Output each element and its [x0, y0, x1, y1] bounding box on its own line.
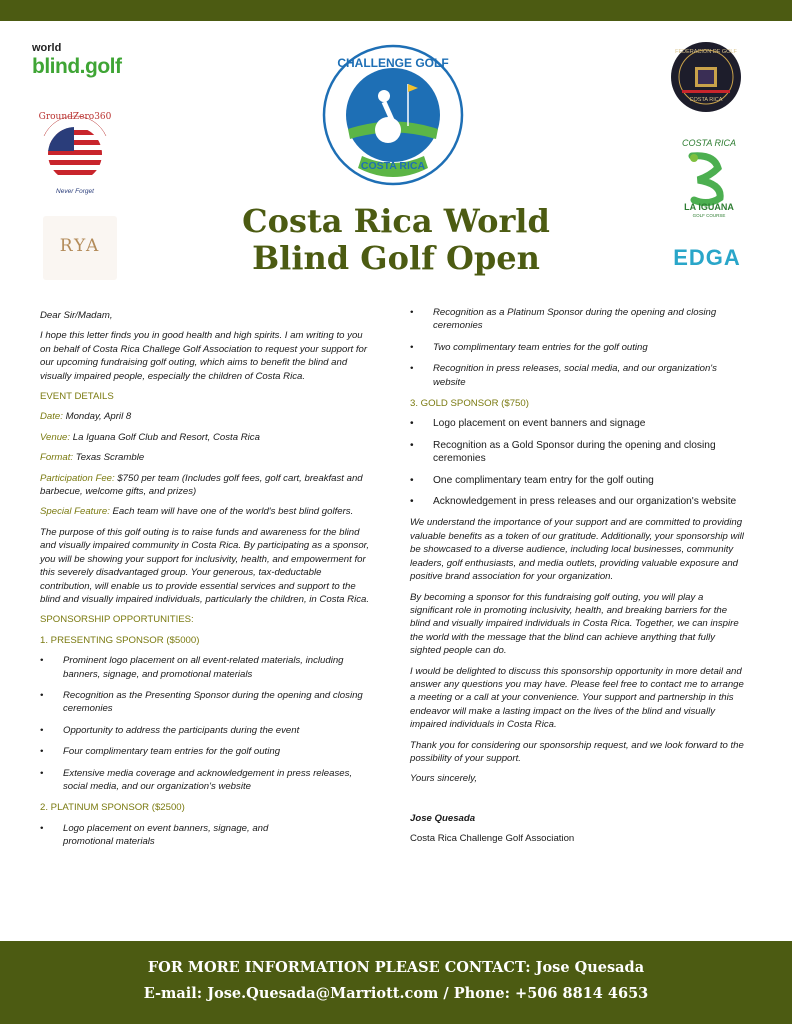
platinum-benefits-list-right	[410, 306, 744, 389]
thanks-paragraph: Thank you for considering our sponsorship request, and we look forward to the possibility of your support.	[410, 739, 744, 764]
list-item: • Logo placement on event banners, signage, and promotional materials	[40, 822, 293, 849]
platinum-benefits-list-left	[40, 822, 372, 849]
presenting-benefits-list	[40, 654, 372, 793]
importance-paragraph: We understand the importance of your support and are committed to providing valuable benefits as a token of our gratitude. Additionally, your sponsorship will be showcased to a diverse audience, including local businesses, community leaders, golf enthusiasts, and media outlets, providing valuable exposure and positive brand association for your organization.	[410, 517, 744, 583]
venue-value: La Iguana Golf Club and Resort, Costa Rica	[72, 431, 260, 443]
list-item: • Recognition in press releases, social media, and our organization's website	[410, 362, 744, 389]
list-item: • Recognition as a Gold Sponsor during the opening and closing ceremonies	[410, 439, 744, 466]
list-item: • Logo placement on event banners and signage	[410, 417, 744, 430]
signer-org: Costa Rica Challenge Golf Association	[410, 833, 575, 845]
la-iguana-sub: GOLF COURSE	[692, 213, 726, 218]
rya-logo-text: RYA	[59, 236, 101, 256]
logo-arc-text: GroundZero360	[38, 112, 112, 122]
title-line-2: Blind Golf Open	[252, 239, 540, 277]
list-item: • Extensive media coverage and acknowledgement in press releases, social media, and our organization's website	[40, 767, 372, 794]
top-banner	[0, 0, 792, 21]
feature-label: Special Feature:	[40, 506, 110, 518]
platinum-sponsor-heading: 2. PLATINUM SPONSOR ($2500)	[40, 802, 185, 814]
date-label: Date:	[40, 411, 63, 423]
intro-paragraph: I hope this letter finds you in good health and high spirits. I am writing to you on behalf of Costa Rica Challege Golf Association to request your support for our upcoming fundraising golf outing, which aims to benefit the blind and visually impaired people, especially the children of Costa Rica.	[40, 330, 368, 382]
presenting-sponsor-heading: 1. PRESENTING SPONSOR ($5000)	[40, 634, 200, 646]
federacion-top-text: FEDERACION DE GOLF	[675, 49, 737, 55]
title-line-1: Costa Rica World	[242, 202, 550, 240]
event-date	[40, 410, 372, 423]
event-fee	[40, 472, 372, 499]
footer-email-phone-line: E-mail: Jose.Quesada@Marriott.com / Phone: +506 8814 4653	[143, 985, 649, 1002]
iguana-icon	[668, 148, 750, 208]
contact-footer	[0, 941, 792, 1024]
gold-benefits-list	[410, 417, 744, 508]
fee-label: Participation Fee:	[40, 472, 115, 484]
salutation: Dear Sir/Madam,	[40, 310, 113, 321]
la-iguana-logo	[668, 134, 750, 222]
la-iguana-name: LA IGUANA	[684, 202, 734, 212]
challenge-golf-top-text: CHALLENGE GOLF	[337, 56, 449, 70]
event-details-heading: EVENT DETAILS	[40, 391, 114, 403]
venue-label: Venue:	[40, 431, 71, 443]
feature-value: Each team will have one of the world's best blind golfers.	[112, 506, 354, 518]
format-label: Format:	[40, 452, 74, 464]
list-item: • Acknowledgement in press releases and our organization's website	[410, 495, 744, 508]
left-column	[40, 309, 372, 857]
format-value: Texas Scramble	[75, 452, 145, 464]
list-item: • Prominent logo placement on all event-related materials, including banners, signage, and promotional materials	[40, 654, 372, 681]
impact-paragraph: By becoming a sponsor for this fundraising golf outing, you will play a significant role in promoting inclusivity, health, and breaking barriers for the blind and visually impaired individuals in Costa Rica. Together, we can inspire the world with the message that the blind can achieve anything that fully sighted people can do.	[410, 591, 739, 657]
event-format	[40, 451, 372, 464]
world-blind-golf-logo	[32, 42, 152, 86]
signer-name: Jose Quesada	[410, 812, 476, 824]
footer-contact-line: FOR MORE INFORMATION PLEASE CONTACT: Jose Quesada	[147, 959, 645, 976]
date-value: Monday, April 8	[65, 411, 132, 423]
federacion-bottom-text: COSTA RICA	[689, 97, 723, 103]
logo-tagline: Never Forget	[56, 188, 94, 195]
list-item: • One complimentary team entry for the golf outing	[410, 474, 744, 487]
la-iguana-top-text: COSTA RICA	[681, 138, 736, 148]
page-title	[200, 203, 592, 277]
groundzero360-logo	[30, 108, 120, 200]
contact-paragraph: I would be delighted to discuss this sponsorship opportunity in more detail and answer any questions you may have. Please feel free to contact me to arrange a meeting or a call at your convenience. Your support and partnership in this endeavor will make a lasting impact on the lives of the blind and visually impaired individuals in Costa Rica.	[410, 665, 744, 731]
list-item: • Opportunity to address the participants during the event	[40, 724, 372, 737]
sponsorship-heading: SPONSORSHIP OPPORTUNITIES:	[40, 614, 194, 626]
list-item: • Four complimentary team entries for the golf outing	[40, 745, 372, 758]
logo-small-text: world	[32, 42, 62, 54]
closing: Yours sincerely,	[410, 773, 478, 785]
federacion-golf-logo	[668, 40, 744, 114]
logo-big-text: blind.golf	[32, 55, 122, 78]
right-column	[410, 306, 744, 853]
event-feature	[40, 505, 372, 518]
rya-logo	[43, 216, 117, 280]
edga-logo: EDGA	[673, 245, 741, 270]
gold-sponsor-heading: 3. GOLD SPONSOR ($750)	[410, 398, 529, 410]
list-item: • Two complimentary team entries for the golf outing	[410, 341, 744, 354]
event-venue	[40, 431, 372, 444]
list-item: • Recognition as the Presenting Sponsor during the opening and closing ceremonies	[40, 689, 372, 716]
list-item: • Recognition as a Platinum Sponsor during the opening and closing ceremonies	[410, 306, 744, 333]
fee-value: $750 per team (Includes golf fees, golf cart, breakfast and barbecue, welcome gifts, and prizes)	[40, 472, 363, 498]
challenge-golf-bottom-text: COSTA RICA	[360, 160, 426, 172]
purpose-paragraph: The purpose of this golf outing is to raise funds and awareness for the blind and visually impaired community in Costa Rica. By participating as a sponsor, you will be showing your support for inclusivity, health, and empowerment for this severely disadvantaged group. Your generous, tax-deductable contribution, will enable us to provide essential services and support to the blind and visually impaired individuals, particularly the children, in Costa Rica.	[40, 526, 370, 605]
challenge-golf-logo	[322, 44, 464, 186]
